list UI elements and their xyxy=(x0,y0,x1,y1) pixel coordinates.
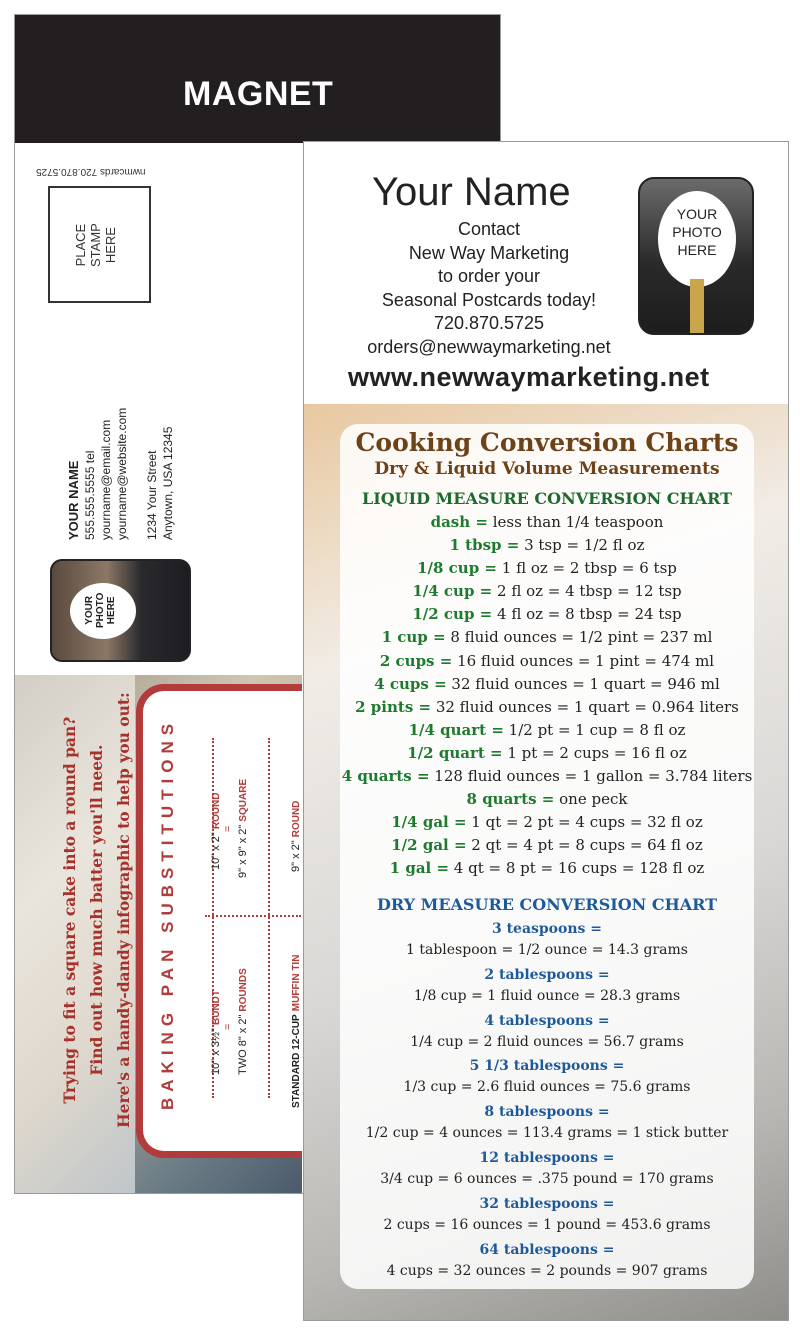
dry-row: 32 tablespoons = 2 cups = 16 ounces = 1 pound = 453.6 grams xyxy=(383,1195,711,1233)
dry-row: 4 tablespoons = 1/4 cup = 2 fluid ounces = 56.7 grams xyxy=(410,1012,684,1050)
liquid-row: 1 cup = 8 fluid ounces = 1/2 pint = 237 ml xyxy=(381,628,713,647)
pan-promo-text: Trying to fit a square cake into a round pan? Find out how much batter you'll need. Here's a handy-dandy infographic to help you out: xyxy=(60,692,133,1128)
chart-title: Cooking Conversion Charts xyxy=(355,428,739,457)
address-city: Anytown, USA 12345 xyxy=(161,426,175,540)
tie-shape xyxy=(690,279,704,334)
address-email: yourname@email.com xyxy=(99,419,113,540)
liquid-row: 1 gal = 4 qt = 8 pt = 16 cups = 128 fl oz xyxy=(389,859,705,878)
liquid-row: 1/4 quart = 1/2 pt = 1 cup = 8 fl oz xyxy=(408,720,686,739)
address-street: 1234 Your Street xyxy=(145,450,159,540)
card-name: Your Name xyxy=(372,170,571,214)
website-url: www.newwaymarketing.net xyxy=(348,362,710,392)
magnet-label: MAGNET xyxy=(183,75,334,113)
dry-row: 2 tablespoons = 1/8 cup = 1 fluid ounce = 28.3 grams xyxy=(413,966,681,1004)
photo-placeholder xyxy=(638,177,754,335)
return-address xyxy=(66,408,176,540)
pan-row-muffin: STANDARD 12-CUP MUFFIN TIN xyxy=(291,954,302,1108)
dry-list xyxy=(304,918,789,1284)
liquid-row: 1/4 cup = 2 fl oz = 4 tbsp = 12 tsp xyxy=(412,582,682,601)
liquid-row: 1 tbsp = 3 tsp = 1/2 fl oz xyxy=(449,536,645,555)
liquid-row: 1/2 quart = 1 pt = 2 cups = 16 fl oz xyxy=(407,743,687,762)
liquid-row: 4 quarts = 128 fluid ounces = 1 gallon = 3.784 liters xyxy=(341,767,753,786)
liquid-list xyxy=(304,511,789,881)
pan-heading: BAKING PAN SUBSTITUTIONS xyxy=(158,717,177,1110)
liquid-row: 2 cups = 16 fluid ounces = 1 pint = 474 ml xyxy=(379,651,715,670)
chart-subtitle: Dry & Liquid Volume Measurements xyxy=(374,459,720,479)
dry-row: 8 tablespoons = 1/2 cup = 4 ounces = 113.4 grams = 1 stick butter xyxy=(365,1104,729,1142)
liquid-row: 1/4 gal = 1 qt = 2 pt = 4 cups = 32 fl oz xyxy=(391,813,703,832)
dry-row: 64 tablespoons = 4 cups = 32 ounces = 2 pounds = 907 grams xyxy=(386,1241,708,1279)
liquid-row: 8 quarts = one peck xyxy=(466,790,628,809)
liquid-heading: LIQUID MEASURE CONVERSION CHART xyxy=(361,489,732,508)
mailer-tag: nwmcards 720.870.5725 xyxy=(36,166,146,177)
small-photo-placeholder xyxy=(50,559,191,662)
liquid-row: 1/2 cup = 4 fl oz = 8 tbsp = 24 tsp xyxy=(412,605,682,624)
dry-row: 3 teaspoons = 1 tablespoon = 1/2 ounce = 14.3 grams xyxy=(406,921,688,958)
stamp-text: PLACE STAMP HERE xyxy=(73,223,118,267)
contact-phone: 720.870.5725 xyxy=(433,313,545,333)
liquid-row: 1/8 cup = 1 fl oz = 2 tbsp = 6 tsp xyxy=(417,559,677,578)
small-photo-text: YOUR PHOTO HERE xyxy=(84,592,117,628)
liquid-row: 4 cups = 32 fluid ounces = 1 quart = 946 ml xyxy=(374,674,720,693)
address-phone: 555.555.5555 tel xyxy=(83,450,97,540)
magnet-header xyxy=(15,15,501,143)
dry-row: 5 1/3 tablespoons = 1/3 cup = 2.6 fluid ounces = 75.6 grams xyxy=(403,1058,691,1096)
pan-row-bundt: 10" x 3½" BUNDT xyxy=(210,989,222,1075)
contact-block: Contact New Way Marketing to order your Seasonal Postcards today! 720.870.5725 orders@newwaymarketing.net xyxy=(334,218,644,359)
dry-heading: DRY MEASURE CONVERSION CHART xyxy=(376,895,718,914)
liquid-row: 1/2 gal = 2 qt = 4 pt = 8 cups = 64 fl oz xyxy=(391,836,703,855)
address-website: yourname@website.com xyxy=(115,407,129,540)
liquid-row: dash = less than 1/4 teaspoon xyxy=(430,513,664,531)
contact-email: orders@newwaymarketing.net xyxy=(367,336,611,357)
front-card xyxy=(303,141,789,1321)
dry-row: 12 tablespoons = 3/4 cup = 6 ounces = .375 pound = 170 grams xyxy=(380,1149,714,1187)
pan-row-rounds: TWO 8" x 2" ROUNDS xyxy=(237,968,249,1075)
photo-text: YOUR PHOTO HERE xyxy=(672,206,722,258)
pan-row-square: 9" x 9" x 2" SQUARE xyxy=(237,778,249,878)
liquid-row: 2 pints = 32 fluid ounces = 1 quart = 0.964 liters xyxy=(355,697,739,716)
address-name: YOUR NAME xyxy=(66,460,81,540)
pan-row-round-10: 10" x 2" ROUND xyxy=(210,792,222,870)
pan-row-round-9: 9" x 2" ROUND xyxy=(290,800,302,872)
